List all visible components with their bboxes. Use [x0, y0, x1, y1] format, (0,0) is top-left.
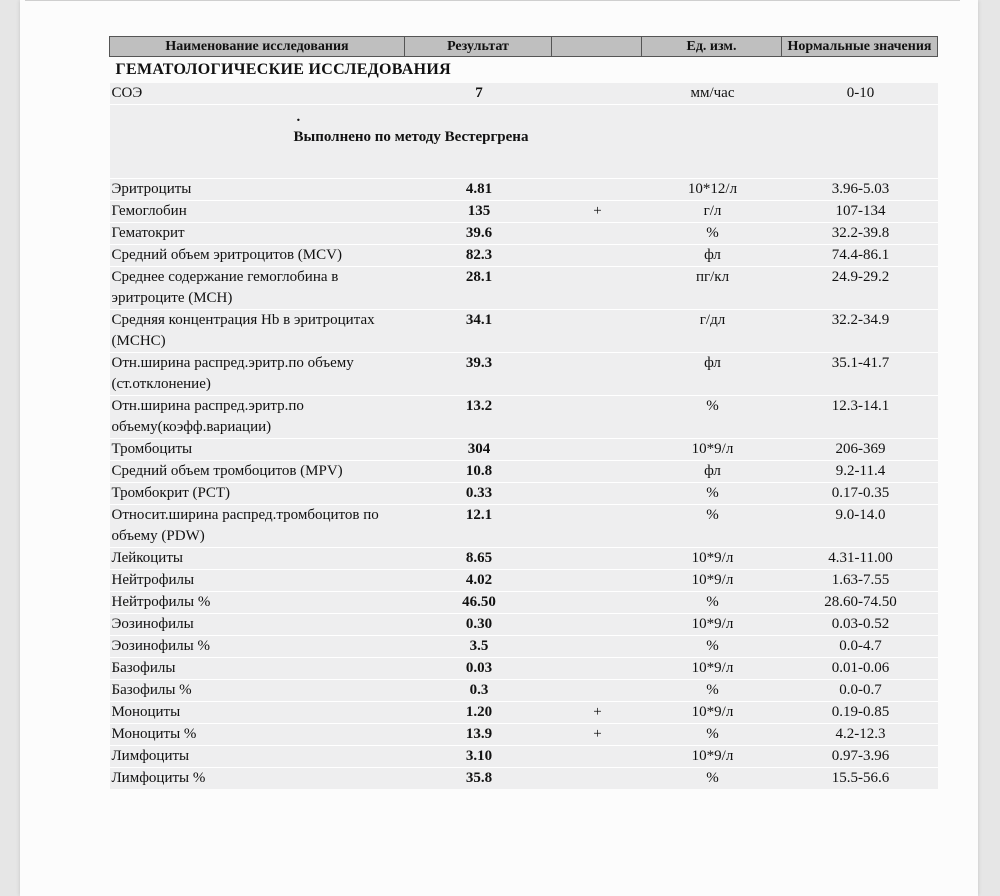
cell-flag: [552, 658, 642, 680]
table-row: [110, 461, 938, 483]
header-norm: Нормальные значения: [782, 37, 938, 57]
cell-unit: %: [642, 724, 782, 746]
cell-unit: 10*9/л: [642, 614, 782, 636]
cell-name: Отн.ширина распред.эритр.по объему (ст.отклонение): [110, 353, 405, 396]
cell-name: Тромбоциты: [110, 439, 405, 461]
cell-unit: пг/кл: [642, 267, 782, 310]
cell-flag: [552, 439, 642, 461]
cell-unit: %: [642, 505, 782, 548]
table-row: [110, 483, 938, 505]
cell-unit: фл: [642, 353, 782, 396]
cell-flag: [552, 396, 642, 439]
cell-name: Гемоглобин: [110, 201, 405, 223]
table-row: [110, 702, 938, 724]
cell-name: Лимфоциты %: [110, 768, 405, 790]
cell-result: 35.8: [405, 768, 552, 790]
cell-flag: +: [552, 724, 642, 746]
cell-flag: [552, 267, 642, 310]
table-row: [110, 680, 938, 702]
cell-flag: [552, 483, 642, 505]
cell-result: 4.81: [405, 179, 552, 201]
cell-unit: фл: [642, 461, 782, 483]
cell-name: Относит.ширина распред.тромбоцитов по объему (PDW): [110, 505, 405, 548]
cell-name: Базофилы: [110, 658, 405, 680]
table-row: [110, 724, 938, 746]
cell-name: Моноциты %: [110, 724, 405, 746]
cell-norm: 32.2-39.8: [782, 223, 938, 245]
method-note-row: [110, 105, 938, 179]
cell-norm: 12.3-14.1: [782, 396, 938, 439]
table-row: [110, 179, 938, 201]
cell-flag: +: [552, 702, 642, 724]
cell-norm: 0.97-3.96: [782, 746, 938, 768]
cell-name: Моноциты: [110, 702, 405, 724]
cell-flag: [552, 768, 642, 790]
cell-unit: 10*9/л: [642, 658, 782, 680]
table-row: [110, 267, 938, 310]
table-row: [110, 636, 938, 658]
cell-name: Эритроциты: [110, 179, 405, 201]
cell-unit: фл: [642, 245, 782, 267]
cell-norm: 9.0-14.0: [782, 505, 938, 548]
cell-unit: %: [642, 223, 782, 245]
cell-name: Эозинофилы %: [110, 636, 405, 658]
cell-unit: г/дл: [642, 310, 782, 353]
cell-result: 39.6: [405, 223, 552, 245]
table-row: [110, 768, 938, 790]
table-row: [110, 570, 938, 592]
cell-unit: %: [642, 636, 782, 658]
cell-norm: 0.19-0.85: [782, 702, 938, 724]
cell-unit: 10*9/л: [642, 702, 782, 724]
cell-flag: [552, 570, 642, 592]
cell-result: 10.8: [405, 461, 552, 483]
cell-norm: 0.01-0.06: [782, 658, 938, 680]
cell-result: 3.5: [405, 636, 552, 658]
cell-norm: 24.9-29.2: [782, 267, 938, 310]
cell-norm: 74.4-86.1: [782, 245, 938, 267]
cell-norm: 4.31-11.00: [782, 548, 938, 570]
header-unit: Ед. изм.: [642, 37, 782, 57]
cell-name: Тромбокрит (PCT): [110, 483, 405, 505]
cell-unit: %: [642, 483, 782, 505]
cell-flag: [552, 310, 642, 353]
cell-result: 0.30: [405, 614, 552, 636]
cell-norm: 4.2-12.3: [782, 724, 938, 746]
cell-flag: [552, 179, 642, 201]
cell-unit: %: [642, 768, 782, 790]
esr-norm: 0-10: [846, 85, 875, 101]
esr-result: 7: [475, 85, 483, 101]
table-row: [110, 614, 938, 636]
cell-result: 1.20: [405, 702, 552, 724]
cell-norm: 1.63-7.55: [782, 570, 938, 592]
cell-result: 0.03: [405, 658, 552, 680]
cell-name: Отн.ширина распред.эритр.по объему(коэфф.вариации): [110, 396, 405, 439]
cell-name: Базофилы %: [110, 680, 405, 702]
cell-unit: 10*12/л: [642, 179, 782, 201]
cell-norm: 9.2-11.4: [782, 461, 938, 483]
cell-norm: 3.96-5.03: [782, 179, 938, 201]
cell-name: Лимфоциты: [110, 746, 405, 768]
cell-result: 0.33: [405, 483, 552, 505]
cell-result: 46.50: [405, 592, 552, 614]
cell-norm: 107-134: [782, 201, 938, 223]
header-result: Результат: [405, 37, 552, 57]
cell-name: Средний объем тромбоцитов (MPV): [110, 461, 405, 483]
cell-norm: 28.60-74.50: [782, 592, 938, 614]
cell-norm: 0.17-0.35: [782, 483, 938, 505]
cell-result: 39.3: [405, 353, 552, 396]
cell-result: 82.3: [405, 245, 552, 267]
cell-name: Средний объем эритроцитов (MCV): [110, 245, 405, 267]
method-note: [112, 105, 938, 178]
page-top-edge: [25, 0, 960, 1]
cell-flag: [552, 636, 642, 658]
cell-name: Эозинофилы: [110, 614, 405, 636]
cell-unit: %: [642, 592, 782, 614]
header-flag: [552, 37, 642, 57]
cell-result: 8.65: [405, 548, 552, 570]
cell-flag: [552, 592, 642, 614]
esr-row: [110, 83, 938, 105]
table-row: [110, 592, 938, 614]
results-table: [109, 36, 938, 789]
esr-unit: мм/час: [690, 85, 735, 101]
cell-unit: 10*9/л: [642, 570, 782, 592]
cell-norm: 0.0-0.7: [782, 680, 938, 702]
cell-flag: [552, 548, 642, 570]
table-row: [110, 353, 938, 396]
cell-norm: 35.1-41.7: [782, 353, 938, 396]
cell-flag: [552, 245, 642, 267]
table-row: [110, 396, 938, 439]
cell-name: Нейтрофилы %: [110, 592, 405, 614]
cell-name: Нейтрофилы: [110, 570, 405, 592]
cell-result: 0.3: [405, 680, 552, 702]
cell-result: 28.1: [405, 267, 552, 310]
cell-result: 12.1: [405, 505, 552, 548]
cell-result: 304: [405, 439, 552, 461]
cell-flag: +: [552, 201, 642, 223]
section-title: ГЕМАТОЛОГИЧЕСКИЕ ИССЛЕДОВАНИЯ: [115, 61, 451, 78]
cell-result: 13.2: [405, 396, 552, 439]
esr-flag: [552, 83, 642, 105]
table-row: [110, 201, 938, 223]
table-row: [110, 245, 938, 267]
cell-result: 135: [405, 201, 552, 223]
cell-name: Лейкоциты: [110, 548, 405, 570]
cell-norm: 0.0-4.7: [782, 636, 938, 658]
cell-norm: 206-369: [782, 439, 938, 461]
table-row: [110, 223, 938, 245]
table-row: [110, 310, 938, 353]
cell-flag: [552, 505, 642, 548]
esr-name: СОЭ: [111, 85, 143, 101]
table-header-row: [110, 37, 938, 57]
table-row: [110, 439, 938, 461]
method-text: Выполнено по методу Вестергрена: [293, 129, 529, 145]
cell-flag: [552, 353, 642, 396]
cell-norm: 0.03-0.52: [782, 614, 938, 636]
cell-result: 4.02: [405, 570, 552, 592]
header-name: Наименование исследования: [110, 37, 405, 57]
cell-name: Гематокрит: [110, 223, 405, 245]
cell-flag: [552, 223, 642, 245]
cell-name: Средняя концентрация Hb в эритроцитах (MCHC): [110, 310, 405, 353]
cell-unit: 10*9/л: [642, 439, 782, 461]
method-dot: .: [296, 109, 301, 125]
section-title-row: [110, 57, 938, 84]
cell-result: 34.1: [405, 310, 552, 353]
cell-name: Среднее содержание гемоглобина в эритроците (MCH): [110, 267, 405, 310]
cell-flag: [552, 614, 642, 636]
table-row: [110, 658, 938, 680]
table-row: [110, 746, 938, 768]
cell-norm: 32.2-34.9: [782, 310, 938, 353]
table-row: [110, 548, 938, 570]
cell-unit: 10*9/л: [642, 548, 782, 570]
cell-unit: %: [642, 396, 782, 439]
cell-unit: %: [642, 680, 782, 702]
cell-norm: 15.5-56.6: [782, 768, 938, 790]
table-row: [110, 505, 938, 548]
cell-unit: 10*9/л: [642, 746, 782, 768]
cell-flag: [552, 746, 642, 768]
cell-result: 3.10: [405, 746, 552, 768]
cell-flag: [552, 461, 642, 483]
cell-result: 13.9: [405, 724, 552, 746]
cell-unit: г/л: [642, 201, 782, 223]
cell-flag: [552, 680, 642, 702]
